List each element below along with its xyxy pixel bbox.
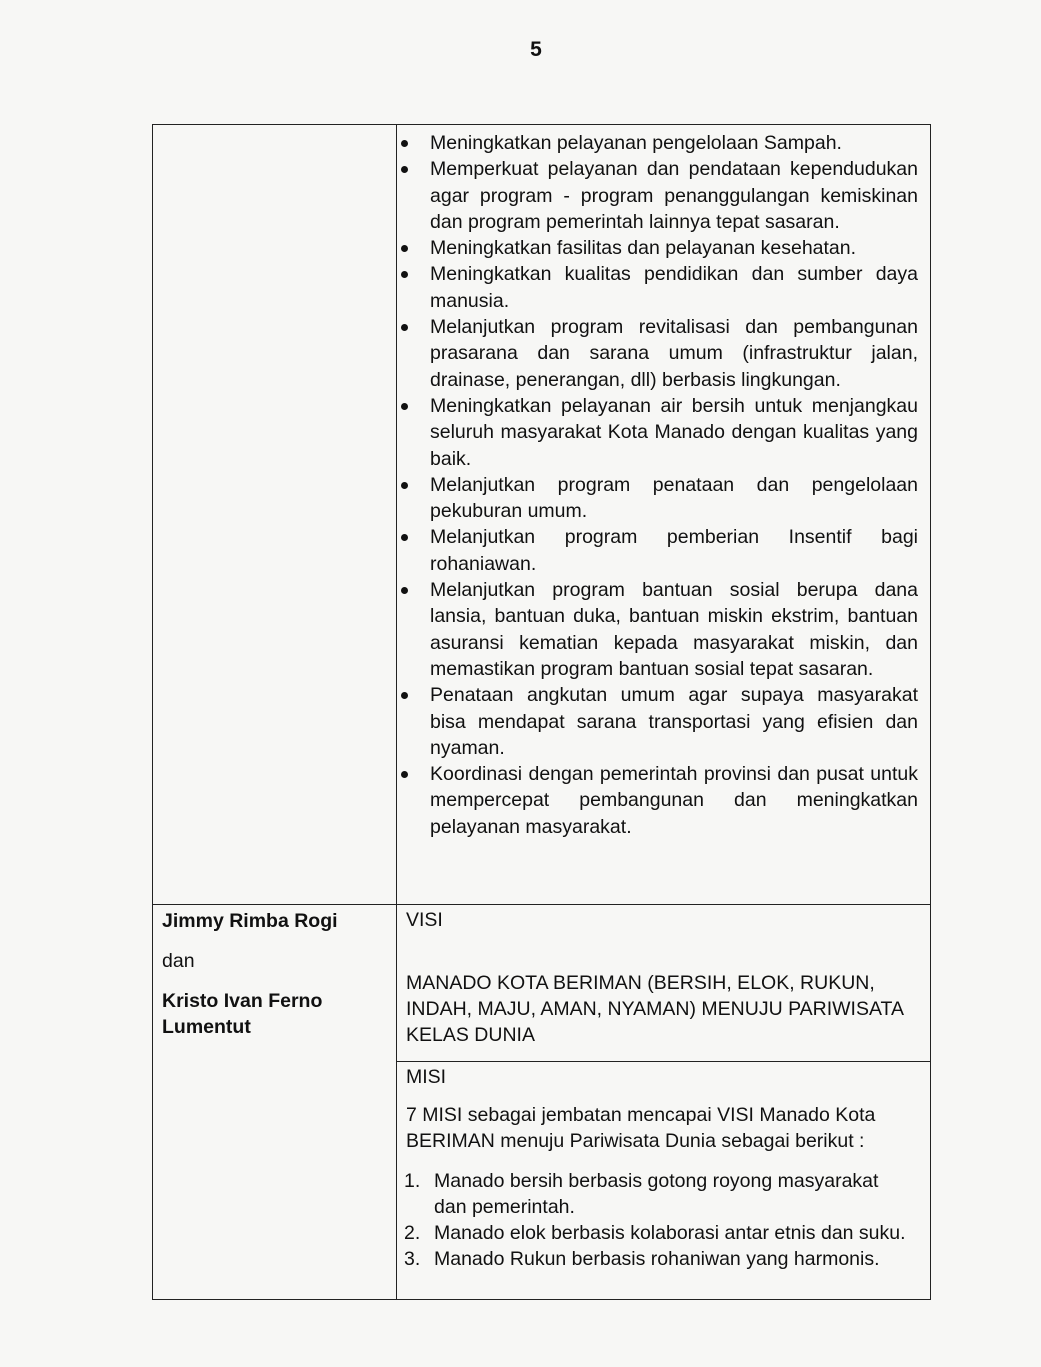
visi-text: MANADO KOTA BERIMAN (BERSIH, ELOK, RUKUN, INDAH, MAJU, AMAN, NYAMAN) MENUJU PARIWISATA KELAS DUNIA <box>406 972 903 1046</box>
candidate-name-1: Jimmy Rimba Rogi <box>162 910 338 932</box>
candidate-name-2: Kristo Ivan Ferno Lumentut <box>162 990 323 1038</box>
misi-item <box>404 1168 916 1220</box>
bullet-item: Melanjutkan program revitalisasi dan pembangunan prasarana dan sarana umum (infrastruktur jalan, drainase, penerangan, dll) berbasis lingkungan. <box>396 314 918 393</box>
row-divider <box>153 904 930 905</box>
bullet-item: Meningkatkan pelayanan pengelolaan Sampah. <box>396 130 918 156</box>
bullet-item: Melanjutkan program penataan dan pengelolaan pekuburan umum. <box>396 472 918 525</box>
program-bullet-list <box>396 130 918 840</box>
visi-misi-divider <box>396 1061 930 1062</box>
candidate-conjunction: dan <box>162 950 195 972</box>
bullet-item: Melanjutkan program bantuan sosial berupa dana lansia, bantuan duka, bantuan miskin ekstrim, bantuan asuransi kematian kepada masyarakat miskin, dan memastikan program bantuan sosial tepat sasaran. <box>396 577 918 682</box>
misi-item-number: 2. <box>404 1222 421 1244</box>
misi-item <box>404 1220 916 1246</box>
misi-list <box>404 1168 916 1272</box>
misi-item-number: 1. <box>404 1170 421 1192</box>
bullet-item: Memperkuat pelayanan dan pendataan kependudukan agar program - program penanggulangan kemiskinan dan program pemerintah lainnya tepat sasaran. <box>396 156 918 235</box>
page-number: 5 <box>530 38 542 61</box>
bullet-item: Penataan angkutan umum agar supaya masyarakat bisa mendapat sarana transportasi yang efisien dan nyaman. <box>396 682 918 761</box>
misi-item-number: 3. <box>404 1248 421 1270</box>
misi-heading: MISI <box>406 1066 447 1088</box>
misi-item-text: Manado bersih berbasis gotong royong masyarakat dan pemerintah. <box>434 1170 879 1218</box>
bullet-item: Meningkatkan pelayanan air bersih untuk menjangkau seluruh masyarakat Kota Manado dengan kualitas yang baik. <box>396 393 918 472</box>
bullet-item: Melanjutkan program pemberian Insentif bagi rohaniawan. <box>396 524 918 577</box>
misi-item-text: Manado Rukun berbasis rohaniwan yang harmonis. <box>434 1248 880 1270</box>
bullet-item: Koordinasi dengan pemerintah provinsi dan pusat untuk mempercepat pembangunan dan meningkatkan pelayanan masyarakat. <box>396 761 918 840</box>
misi-item-text: Manado elok berbasis kolaborasi antar etnis dan suku. <box>434 1222 906 1244</box>
bullet-item: Meningkatkan kualitas pendidikan dan sumber daya manusia. <box>396 261 918 314</box>
visi-heading: VISI <box>406 909 443 931</box>
misi-intro: 7 MISI sebagai jembatan mencapai VISI Manado Kota BERIMAN menuju Pariwisata Dunia sebagai berikut : <box>406 1104 876 1152</box>
bullet-item: Meningkatkan fasilitas dan pelayanan kesehatan. <box>396 235 918 261</box>
candidate-cell <box>162 908 387 1040</box>
misi-item <box>404 1246 916 1272</box>
